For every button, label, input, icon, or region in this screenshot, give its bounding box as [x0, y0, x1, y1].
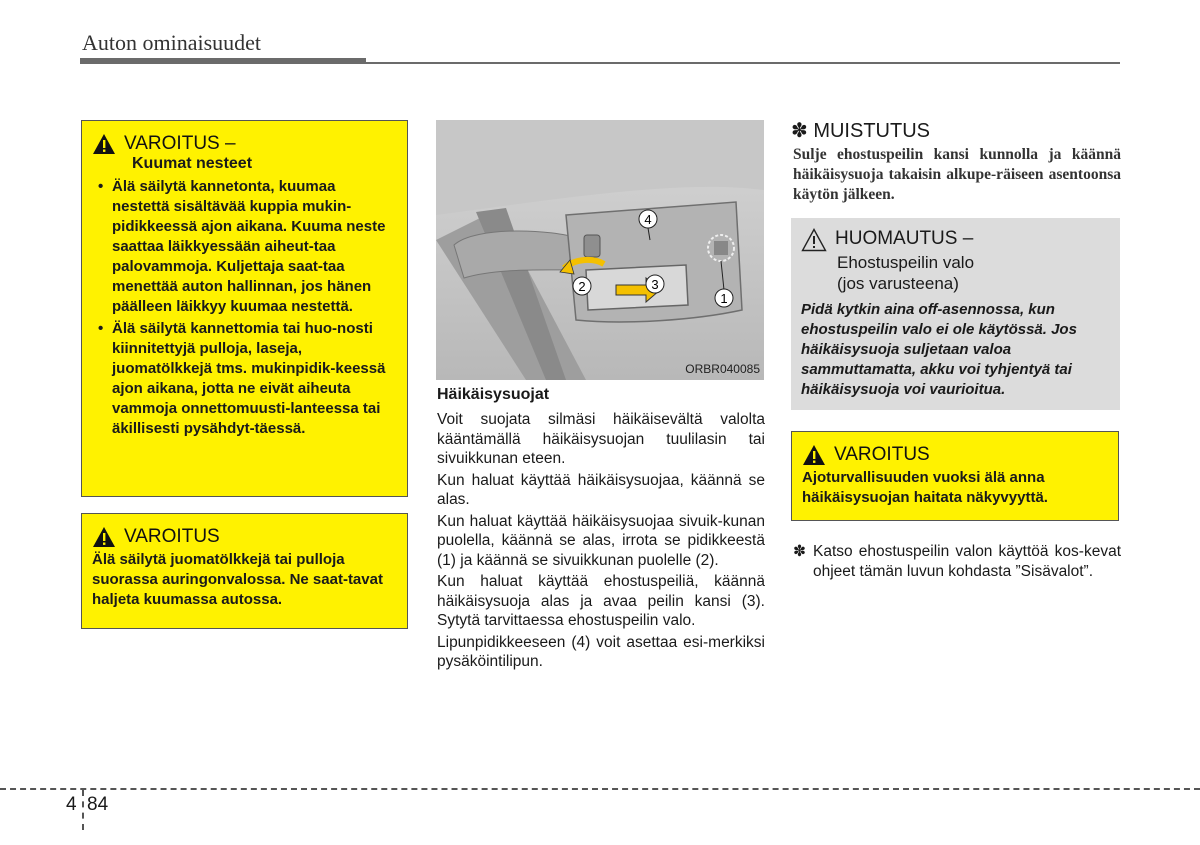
chapter-number: 4 [66, 794, 77, 815]
warning-heading [92, 133, 397, 155]
caution-triangle-icon [801, 228, 827, 252]
note-text: Katso ehostuspeilin valon käyttöä kos-kevat ohjeet tämän luvun kohdasta ”Sisävalot”. [813, 543, 1121, 580]
page-header-title: Auton ominaisuudet [82, 30, 262, 55]
warning-heading [92, 526, 397, 548]
body-paragraph: Kun haluat käyttää häikäisysuojaa sivuik-kunan puolella, käännä se alas, irrota se pidikkeestä (1) ja käännä se sivuikkunan puolelle (2). [437, 512, 765, 569]
header-rule-thin [366, 62, 1120, 64]
memo-text: Sulje ehostuspeilin kansi kunnolla ja käännä häikäisysuoja takaisin alkupe-räiseen asentoonsa käytön jälkeen. [793, 146, 1121, 203]
figure-code: ORBR040085 [685, 362, 760, 376]
warning-heading [802, 444, 1108, 466]
warning-triangle-icon [92, 526, 116, 548]
body-paragraph: Kun haluat käyttää ehostuspeiliä, käännä häikäisysuoja alas ja avaa peilin kansi (3). Sytytä tarvittaessa ehostuspeilin valo. [437, 573, 765, 629]
footer-rule [0, 788, 1200, 790]
caution-heading [801, 228, 1108, 252]
warning-subtitle: Kuumat nesteet [132, 155, 253, 172]
sun-visor-drawing [436, 120, 764, 380]
warning-box-visibility [791, 431, 1119, 521]
header-rule-thick [80, 58, 366, 64]
warning-bullet-list [92, 177, 397, 439]
body-paragraph: Lipunpidikkeeseen (4) voit asettaa esi-merkiksi pysäköintilipun. [437, 633, 765, 670]
callout-2-label: 2 [578, 279, 586, 294]
caution-box-mirror-light [791, 218, 1120, 410]
body-paragraph: Voit suojata silmäsi häikäisevältä valolta kääntämällä häikäisysuojan tuulilasin tai sivuikkunan eteen. [437, 411, 765, 467]
warning-title: VAROITUS – [124, 133, 236, 154]
page-number: 84 [87, 794, 109, 815]
memo-title: ✽ MUISTUTUS [791, 120, 930, 142]
body-paragraph: Kun haluat käyttää häikäisysuojaa, käännä se alas. [437, 471, 765, 508]
warning-triangle-icon [92, 133, 116, 155]
warning-title: VAROITUS [124, 526, 220, 547]
warning-box-sunlight [81, 513, 408, 629]
caution-title: HUOMAUTUS – [835, 228, 974, 249]
caution-subtitle-1: Ehostuspeilin valo [837, 253, 975, 272]
warning-text: Älä säilytä juomatölkkejä tai pulloja suorassa auringonvalossa. Ne saat-tavat haljeta kuumassa autossa. [92, 551, 383, 608]
warning-bullet: • Älä säilytä kannettomia tai huo-nosti kiinnitettyjä pulloja, laseja, juomatölkkejä tms. mukinpidik-keessä ajon aikana, jotta ne eivät aiheuta vammoja onnettomuusti-lanteessa tai äkillisesti pysähdyt-täessä. [92, 319, 397, 439]
caution-subtitle-2: (jos varusteena) [837, 274, 959, 293]
callout-3-marker [646, 275, 664, 293]
section-body [437, 410, 765, 674]
warning-text: Ajoturvallisuuden vuoksi älä anna häikäisysuojan haitata näkyvyyttä. [802, 469, 1048, 506]
warning-triangle-icon [802, 444, 826, 466]
warning-box-hot-liquids [81, 120, 408, 497]
callout-4-label: 4 [644, 212, 652, 227]
note-paragraph [793, 542, 1121, 582]
section-title: Häikäisysuojat [437, 386, 550, 403]
warning-bullet: • Älä säilytä kannetonta, kuumaa nestettä sisältävää kuppia mukin-pidikkeessä ajon aikana. Kuuma neste saattaa läikkyessään aiheut-taa palovammoja. Kuljettaja saat-taa menettää auton hallinnan, jos hänen päälleen läikkyy kuumaa nestettä. [92, 177, 397, 317]
sun-visor-illustration [436, 120, 764, 380]
callout-1-label: 1 [720, 291, 728, 306]
warning-title: VAROITUS [834, 444, 930, 465]
page-number-separator [82, 790, 84, 830]
callout-2-marker [573, 277, 591, 295]
callout-3-label: 3 [651, 277, 659, 292]
note-mark-icon: ✽ [793, 543, 806, 560]
caution-text: Pidä kytkin aina off-asennossa, kun ehostuspeilin valo ei ole käytössä. Jos häikäisysuoja suljetaan valoa sammuttamatta, akku voi tyhjentyä tai häikäisysuoja voi vaurioitua. [801, 301, 1077, 398]
